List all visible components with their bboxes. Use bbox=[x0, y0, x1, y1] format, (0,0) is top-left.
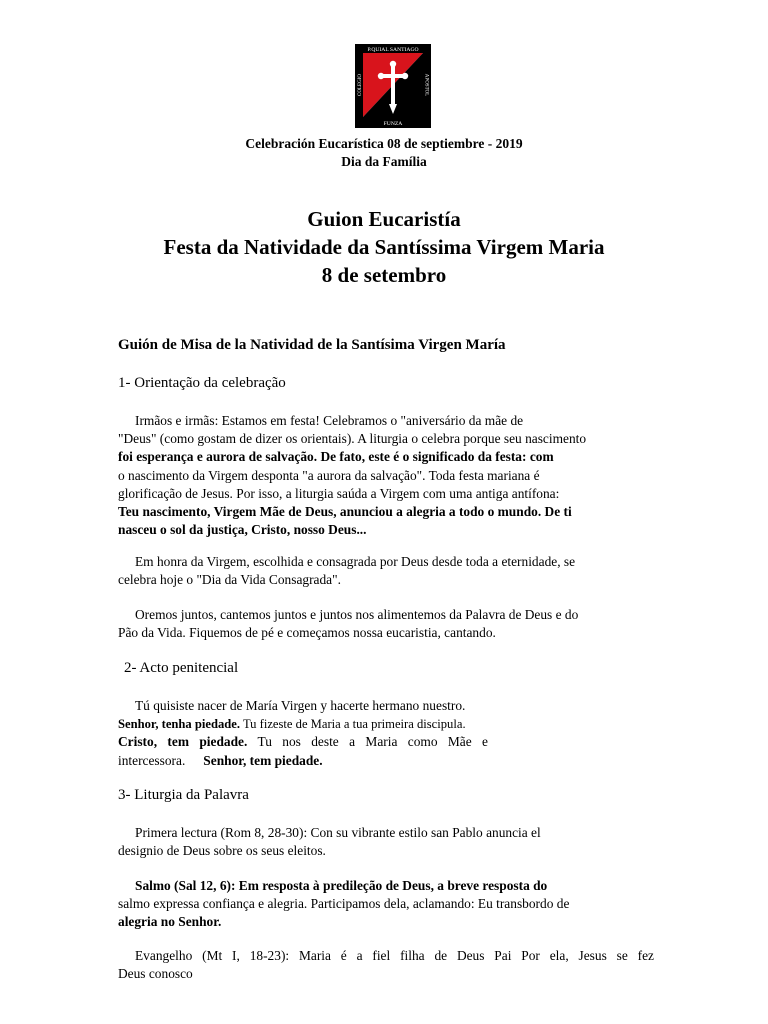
text-line: Deus conosco bbox=[118, 966, 193, 982]
celebration-header: Celebración Eucarística 08 de septiembre - 2019 bbox=[245, 136, 523, 151]
text-line: Evangelho (Mt I, 18-23): Maria é a fiel filha de Deus Pai Por ela, Jesus se fez bbox=[135, 948, 654, 963]
orientation-paragraph-3 bbox=[118, 606, 654, 642]
bold-text-line: foi esperança e aurora de salvação. De fato, este é o significado da festa: com bbox=[118, 449, 554, 465]
school-crest-logo bbox=[355, 44, 431, 128]
first-reading-paragraph bbox=[118, 824, 654, 860]
response-bold: Senhor, tenha piedade. bbox=[118, 717, 241, 732]
orientation-paragraph-2 bbox=[118, 553, 654, 589]
section-heading-liturgy-of-word: 3- Liturgia da Palavra bbox=[118, 787, 249, 803]
crest-left-text: COLEGIO bbox=[357, 74, 363, 96]
document-title: Guion Eucaristía bbox=[307, 207, 461, 231]
text-line: intercessora. bbox=[118, 752, 186, 768]
text-line: o nascimento da Virgem desponta "a aurora da salvação". Toda festa mariana é bbox=[118, 467, 540, 483]
orientation-paragraph-1 bbox=[118, 412, 654, 539]
text-line: salmo expressa confiança e alegria. Participamos dela, aclamando: Eu transbordo de bbox=[118, 896, 570, 912]
text-line: designio de Deus sobre os seus eleitos. bbox=[118, 843, 326, 859]
text-line: Pão da Vida. Fiquemos de pé e começamos nossa eucaristia, cantando. bbox=[118, 625, 496, 641]
gospel-paragraph bbox=[118, 947, 654, 983]
crest-top-text: P.QUIAL SANTIAGO bbox=[367, 47, 419, 54]
bold-text-line: Teu nascimento, Virgem Mãe de Deus, anunciou a alegria a todo o mundo. De ti bbox=[118, 504, 572, 520]
text-line: "Deus" (como gostam de dizer os orientais). A liturgia o celebra porque seu nascimento bbox=[118, 431, 587, 447]
psalm-paragraph bbox=[118, 877, 654, 932]
celebration-subheader: Dia da Família bbox=[341, 154, 427, 169]
bold-text-line: nasceu o sol da justiça, Cristo, nosso Deus... bbox=[118, 522, 367, 538]
penitential-act-text bbox=[118, 697, 654, 770]
response-bold: Senhor, tem piedade. bbox=[203, 752, 323, 768]
text-line: Oremos juntos, cantemos juntos e juntos nos alimentemos da Palavra de Deus e do bbox=[135, 607, 579, 622]
text-line: Em honra da Virgem, escolhida e consagrada por Deus desde toda a eternidade, se bbox=[135, 554, 576, 569]
text-line: Tu nos deste a Maria como Mãe e bbox=[257, 734, 489, 750]
text-line: celebra hoje o "Dia da Vida Consagrada". bbox=[118, 572, 341, 588]
text-line: Primera lectura (Rom 8, 28-30): Con su vibrante estilo san Pablo anuncia el bbox=[135, 825, 541, 840]
feast-title: Festa da Natividade da Santíssima Virgem Maria bbox=[163, 235, 605, 259]
response-bold: Cristo, tem piedade. bbox=[118, 734, 248, 750]
bold-text-line: Salmo (Sal 12, 6): Em resposta à predileção de Deus, a breve resposta do bbox=[135, 878, 548, 893]
text-line: Tú quisiste nacer de María Virgen y hacerte hermano nuestro. bbox=[135, 698, 466, 713]
mass-script-subtitle: Guión de Misa de la Natividad de la Santísima Virgen María bbox=[118, 337, 506, 353]
crest-right-text: APOSTOL bbox=[423, 73, 429, 97]
section-heading-orientation: 1- Orientação da celebração bbox=[118, 375, 286, 391]
text-line: Irmãos e irmãs: Estamos em festa! Celebramos o "aniversário da mãe de bbox=[135, 413, 524, 428]
bold-text-line: alegria no Senhor. bbox=[118, 914, 222, 930]
section-heading-penitential-act: 2- Acto penitencial bbox=[124, 660, 239, 676]
crest-bottom-text: FUNZA bbox=[383, 121, 403, 127]
text-line: Tu fizeste de Maria a tua primeira discipula. bbox=[242, 717, 466, 732]
feast-date: 8 de setembro bbox=[321, 263, 447, 287]
text-line: glorificação de Jesus. Por isso, a liturgia saúda a Virgem com uma antiga antífona: bbox=[118, 485, 560, 501]
